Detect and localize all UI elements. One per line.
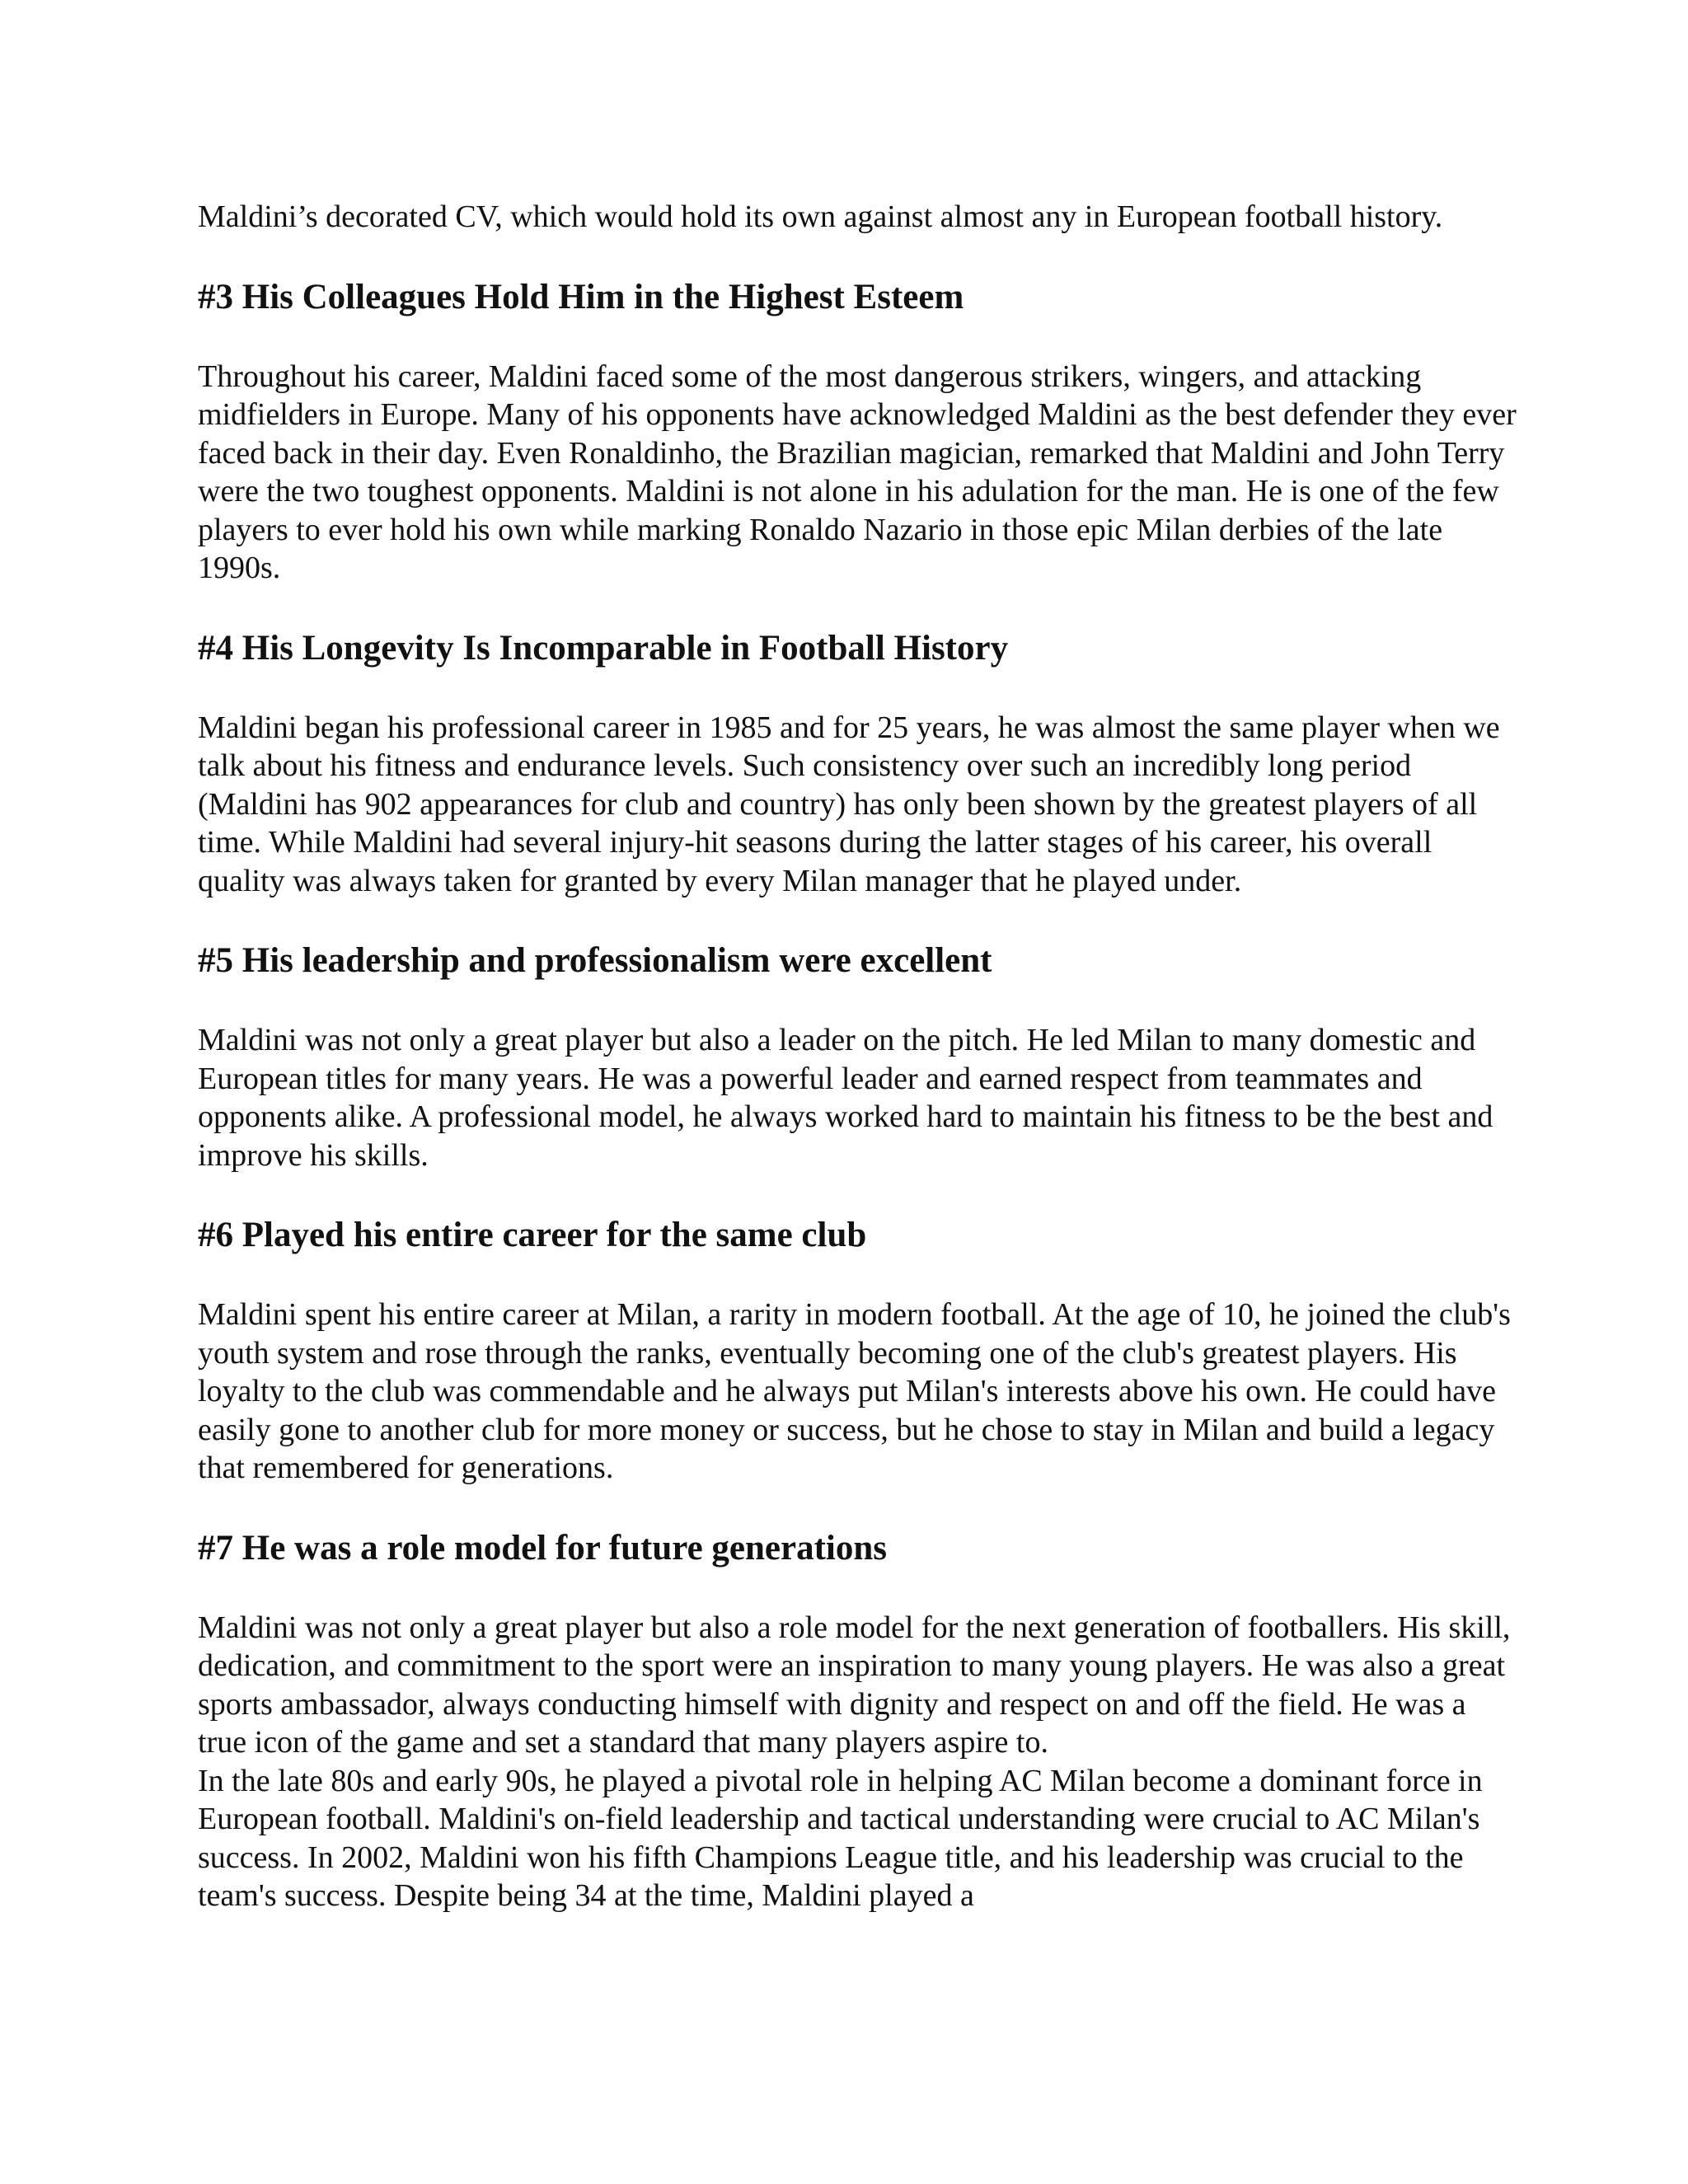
section-paragraph-7b: In the late 80s and early 90s, he played a pivotal role in helping AC Milan become a dominant force in European football. Maldini's on-field leadership and tactical understanding were crucial to AC Milan's success. In 2002, Maldini won his fifth Champions League title, and his leadership was crucial to the team's success. Despite being 34 at the time, Maldini played a [198, 1763, 1483, 1913]
section-paragraph-6: Maldini spent his entire career at Milan, a rarity in modern football. At the age of 10, he joined the club's youth system and rose through the ranks, eventually becoming one of the club's greatest players. His loyalty to the club was commendable and he always put Milan's interests above his own. He could have easily gone to another club for more money or success, but he chose to stay in Milan and build a legacy that remembered for generations. [198, 1297, 1511, 1485]
section-paragraph-4: Maldini began his professional career in 1985 and for 25 years, he was almost the same player when we talk about his fitness and endurance levels. Such consistency over such an incredibly long period (Maldini has 902 appearances for club and country) has only been shown by the greatest players of all time. While Maldini had several injury-hit seasons during the latter stages of his career, his overall quality was always taken for granted by every Milan manager that he played under. [198, 710, 1500, 898]
section-paragraph-3: Throughout his career, Maldini faced some of the most dangerous strikers, wingers, and attacking midfielders in Europe. Many of his opponents have acknowledged Maldini as the best defender they ever faced back in their day. Even Ronaldinho, the Brazilian magician, remarked that Maldini and John Terry were the two toughest opponents. Maldini is not alone in his adulation for the man. He is one of the few players to ever hold his own while marking Ronaldo Nazario in those epic Milan derbies of the late 1990s. [198, 359, 1517, 585]
section-heading-7: #7 He was a role model for future generations [198, 1528, 888, 1568]
intro-paragraph: Maldini’s decorated CV, which would hold its own against almost any in European football history. [198, 199, 1443, 234]
section-heading-6: #6 Played his entire career for the same club [198, 1216, 867, 1254]
section-paragraph-5: Maldini was not only a great player but also a leader on the pitch. He led Milan to many domestic and European titles for many years. He was a powerful leader and earned respect from teammates and opponents alike. A professional model, he always worked hard to maintain his fitness to be the best and improve his skills. [198, 1023, 1493, 1173]
section-heading-3: #3 His Colleagues Hold Him in the Highest Esteem [198, 277, 964, 316]
section-heading-4: #4 His Longevity Is Incomparable in Football History [198, 628, 1009, 668]
section-heading-5: #5 His leadership and professionalism were excellent [198, 941, 992, 980]
document-body [198, 198, 1517, 1915]
section-paragraph-7a: Maldini was not only a great player but also a role model for the next generation of footballers. His skill, dedication, and commitment to the sport were an inspiration to many young players. He was also a great sports ambassador, always conducting himself with dignity and respect on and off the field. He was a true icon of the game and set a standard that many players aspire to. [198, 1610, 1511, 1760]
